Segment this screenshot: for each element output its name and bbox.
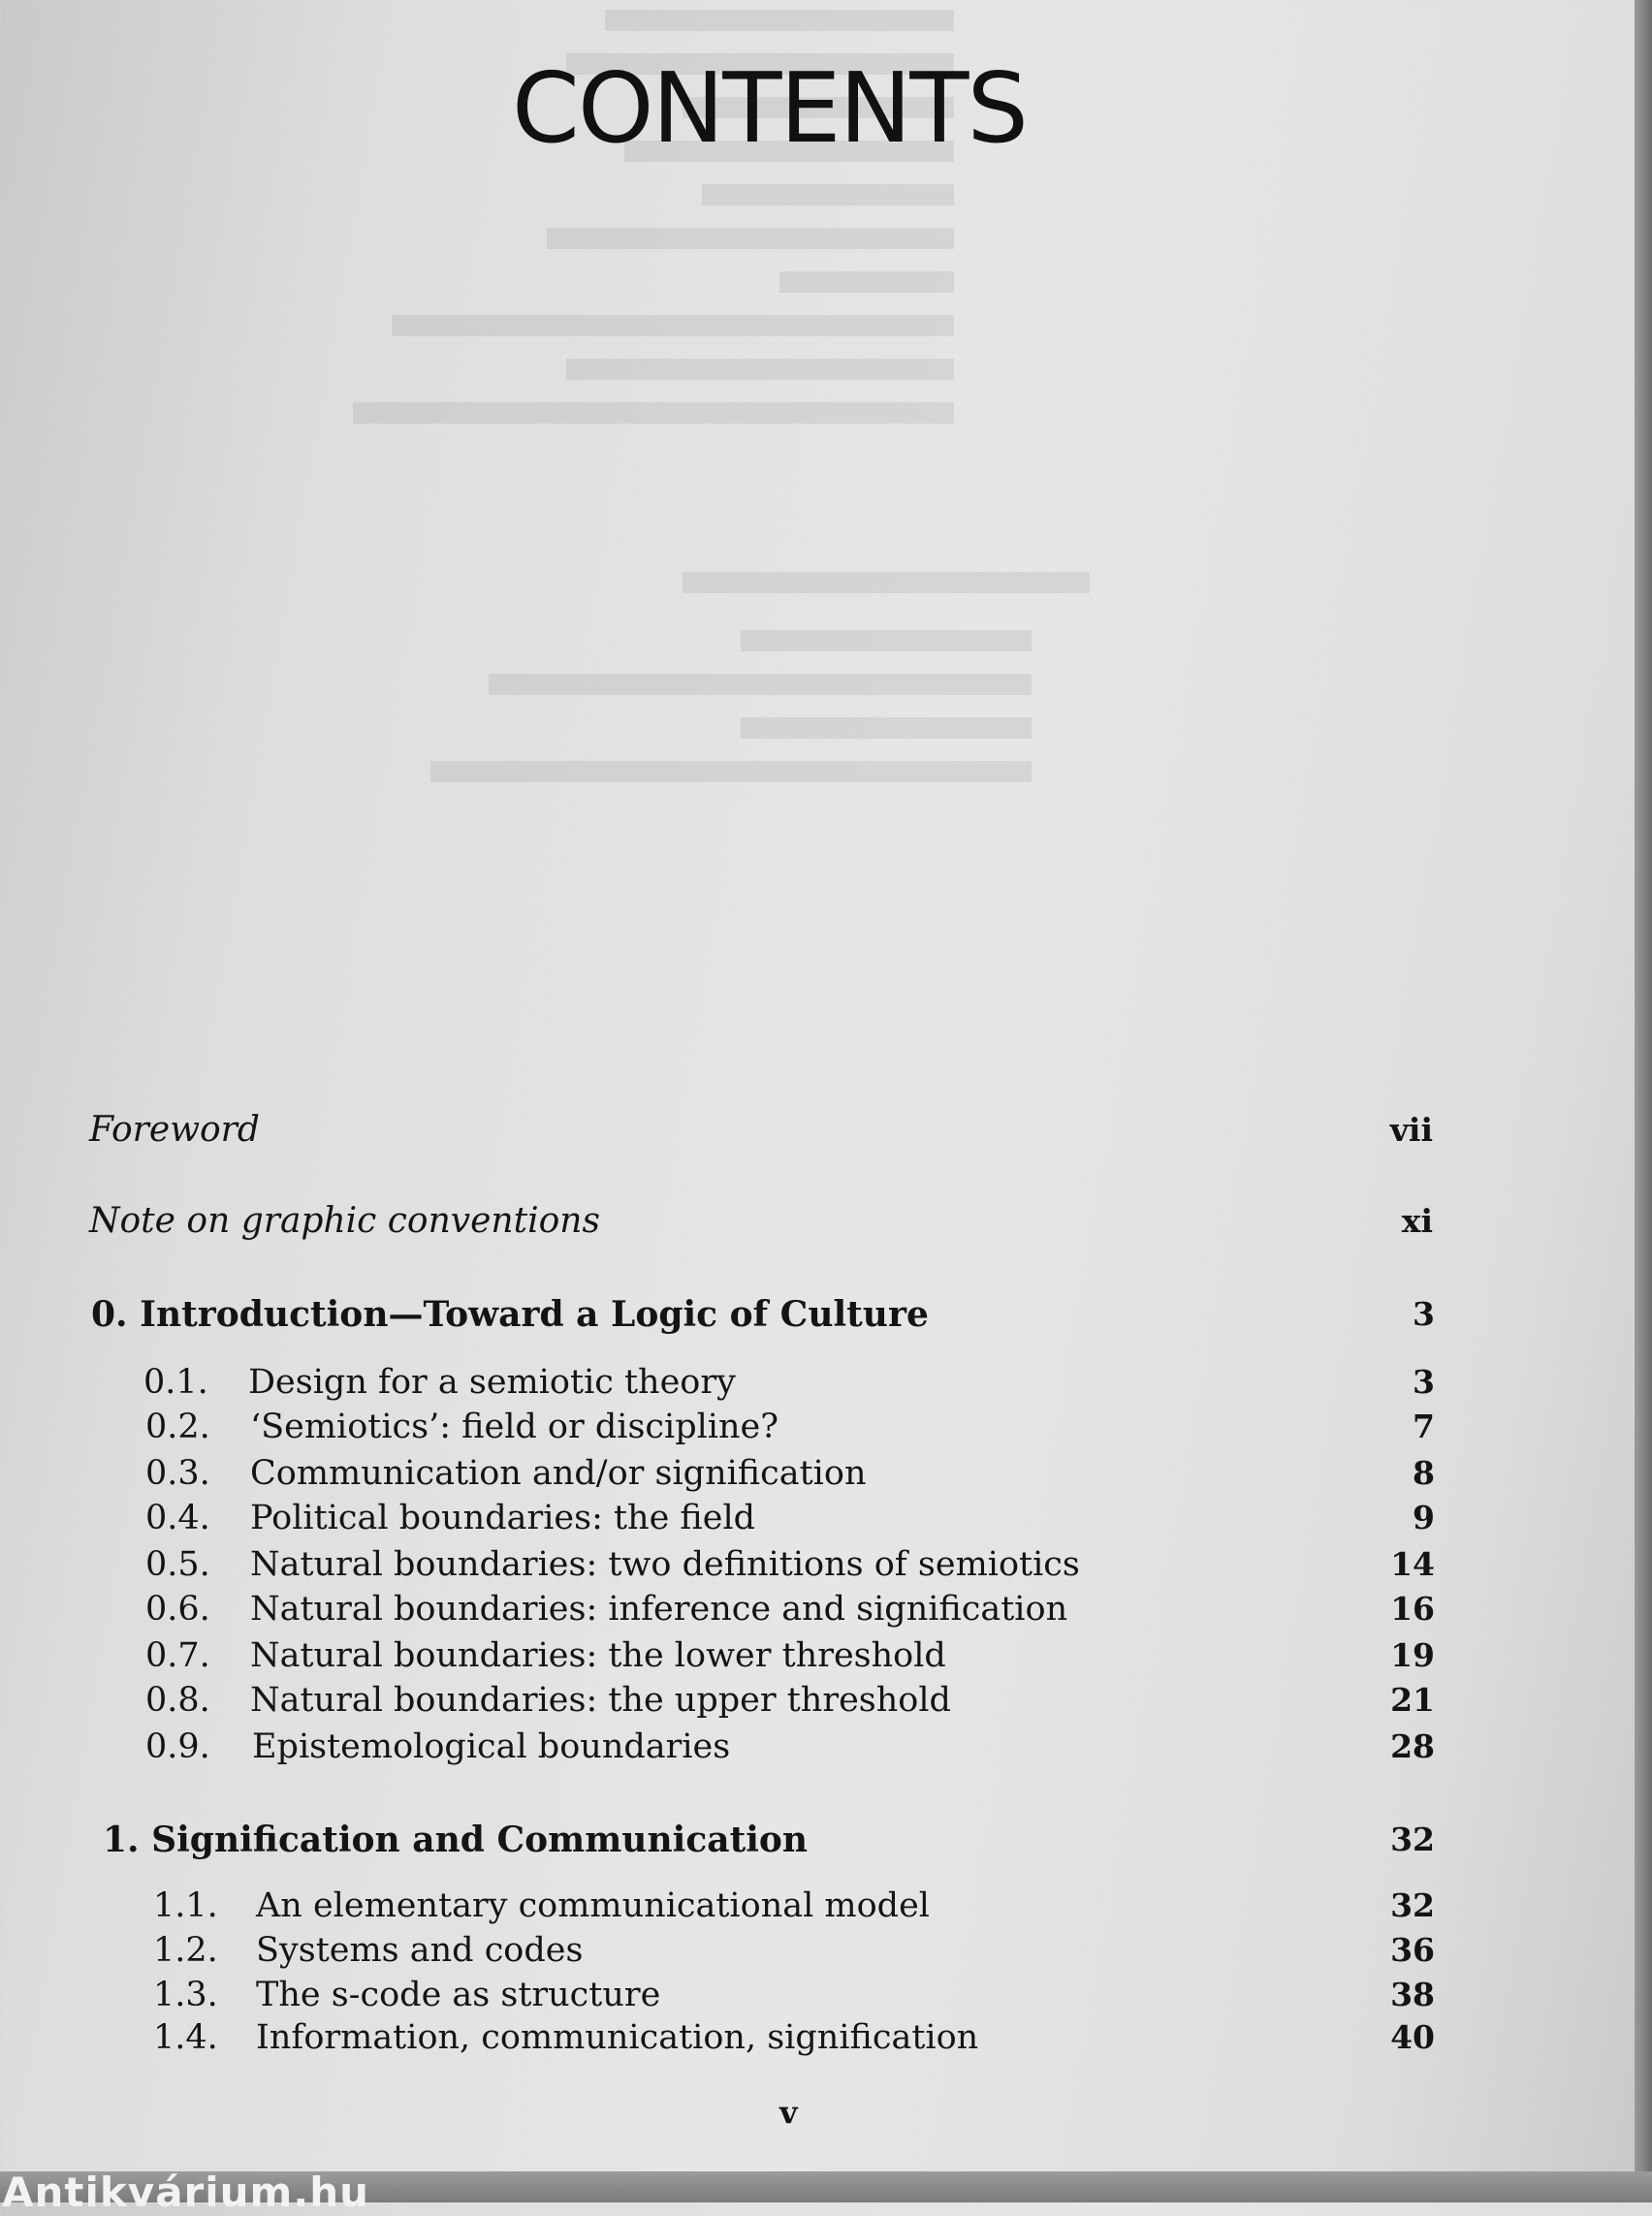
toc-section-number: 0.7. — [145, 1636, 210, 1675]
toc-entry-label: Note on graphic conventions — [89, 1201, 600, 1241]
toc-page-number: 7 — [1413, 1408, 1435, 1445]
toc-section-number: 0.3. — [145, 1454, 210, 1493]
toc-section-label: Communication and/or signification — [250, 1454, 867, 1493]
toc-chapter-1[interactable] — [0, 1819, 1652, 1861]
toc-page-number: 36 — [1390, 1931, 1435, 1969]
show-through-text — [198, 0, 1458, 1260]
toc-entry-label: Foreword — [89, 1110, 260, 1150]
toc-page-number: vii — [1389, 1111, 1433, 1149]
page-title: CONTENTS — [512, 51, 1027, 165]
toc-page-number: 16 — [1390, 1590, 1435, 1628]
toc-section-label: Natural boundaries: inference and signification — [250, 1590, 1068, 1629]
toc-page-number: 28 — [1390, 1727, 1435, 1765]
toc-section-1-3[interactable] — [0, 1974, 1652, 2016]
toc-section-number: 0.8. — [145, 1681, 210, 1720]
toc-page-number: 38 — [1390, 1976, 1435, 2013]
toc-section-label: Information, communication, signification — [256, 2018, 979, 2057]
toc-section-label: Systems and codes — [256, 1931, 584, 1970]
toc-page-number: 8 — [1413, 1454, 1435, 1492]
toc-page-number: 3 — [1413, 1363, 1435, 1401]
toc-section-number: 1.3. — [153, 1976, 218, 2014]
toc-section-0-5[interactable] — [0, 1543, 1652, 1586]
toc-section-number: 1.2. — [153, 1931, 218, 1970]
toc-section-0-3[interactable] — [0, 1452, 1652, 1495]
toc-section-0-9[interactable] — [0, 1725, 1652, 1768]
toc-entry-foreword[interactable] — [0, 1109, 1652, 1152]
toc-chapter-0[interactable] — [0, 1293, 1652, 1336]
toc-section-1-2[interactable] — [0, 1929, 1652, 1972]
page-edge-shadow — [1635, 0, 1652, 2202]
toc-page-number: xi — [1401, 1202, 1433, 1240]
toc-section-label: The s-code as structure — [256, 1976, 661, 2014]
toc-section-0-7[interactable] — [0, 1634, 1652, 1677]
toc-page-number: 14 — [1390, 1545, 1435, 1583]
toc-section-label: Natural boundaries: two definitions of semiotics — [250, 1545, 1080, 1584]
toc-section-1-1[interactable] — [0, 1884, 1652, 1927]
toc-page-number: 40 — [1390, 2018, 1435, 2056]
toc-chapter-label: 1. Signification and Communication — [103, 1820, 809, 1860]
toc-section-number: 1.4. — [153, 2018, 218, 2057]
toc-section-1-4[interactable] — [0, 2016, 1652, 2059]
toc-section-0-2[interactable] — [0, 1406, 1652, 1448]
toc-section-0-1[interactable] — [0, 1361, 1652, 1404]
toc-section-number: 0.4. — [145, 1499, 210, 1537]
toc-page-number: 32 — [1390, 1820, 1435, 1858]
toc-page-number: 21 — [1390, 1681, 1435, 1719]
toc-section-label: ‘Semiotics’: field or discipline? — [250, 1408, 779, 1446]
toc-section-number: 0.2. — [145, 1408, 210, 1446]
toc-section-0-6[interactable] — [0, 1588, 1652, 1630]
toc-page-number: 19 — [1390, 1636, 1435, 1674]
toc-section-label: Natural boundaries: the lower threshold — [250, 1636, 946, 1675]
toc-section-number: 0.6. — [145, 1590, 210, 1629]
toc-entry-note-on-graphic-conventions[interactable] — [0, 1200, 1652, 1243]
page-folio: v — [779, 2094, 798, 2131]
watermark: Antikvárium.hu — [2, 2169, 370, 2216]
toc-section-0-8[interactable] — [0, 1679, 1652, 1722]
toc-section-label: Political boundaries: the field — [250, 1499, 756, 1537]
toc-page-number: 9 — [1413, 1499, 1435, 1536]
toc-section-label: Design for a semiotic theory — [248, 1363, 736, 1402]
toc-section-number: 0.1. — [143, 1363, 208, 1402]
toc-section-number: 0.9. — [145, 1727, 210, 1766]
toc-section-label: Natural boundaries: the upper threshold — [250, 1681, 951, 1720]
toc-page-number: 3 — [1413, 1295, 1435, 1333]
toc-section-number: 0.5. — [145, 1545, 210, 1584]
toc-section-label: An elementary communicational model — [256, 1886, 930, 1925]
toc-chapter-label: 0. Introduction—Toward a Logic of Culture — [91, 1294, 929, 1335]
toc-page-number: 32 — [1390, 1886, 1435, 1924]
toc-section-0-4[interactable] — [0, 1497, 1652, 1539]
toc-section-number: 1.1. — [153, 1886, 218, 1925]
toc-section-label: Epistemological boundaries — [252, 1727, 731, 1766]
